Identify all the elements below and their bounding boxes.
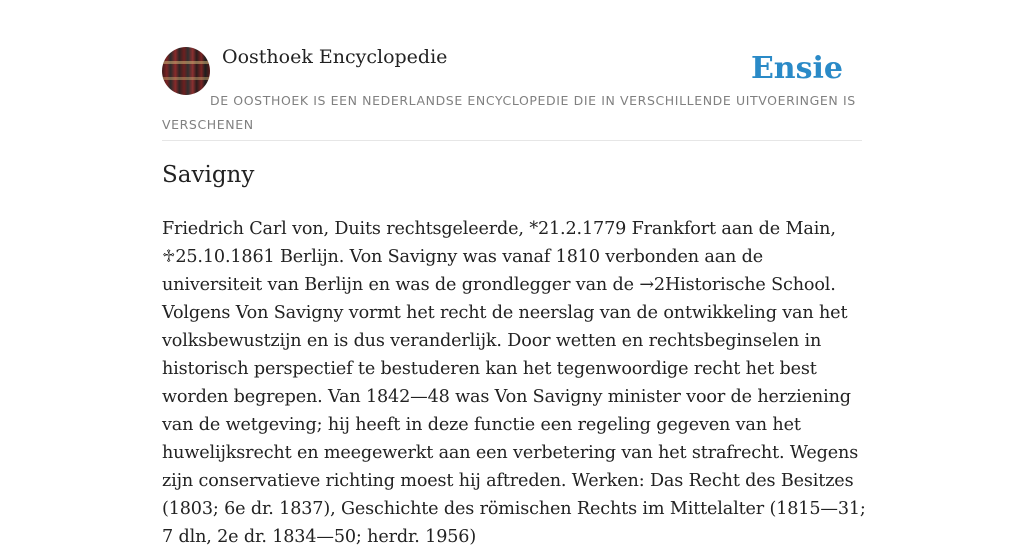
publication-name[interactable]: Oosthoek Encyclopedie <box>222 46 448 68</box>
article-title: Savigny <box>162 162 255 188</box>
publication-avatar[interactable] <box>162 47 210 95</box>
page-container <box>162 0 866 547</box>
site-header <box>162 0 862 141</box>
publication-tagline: DE OOSTHOEK IS EEN NEDERLANDSE ENCYCLOPEDIE DIE IN VERSCHILLENDE UITVOERINGEN IS VERSCHENEN <box>162 93 856 132</box>
ensie-logo-link[interactable]: Ensie <box>750 51 843 86</box>
article-body: Friedrich Carl von, Duits rechtsgeleerde, *21.2.1779 Frankfort aan de Main, ♱25.10.1861 Berlijn. Von Savigny was vanaf 1810 verbonden aan de universiteit van Berlijn en was de grondlegger van de →2Historische School. Volgens Von Savigny vormt het recht de neerslag van de ontwikkeling van het volksbewustzijn en is dus veranderlijk. Door wetten en rechtsbeginselen in historisch perspectief te bestuderen kan het tegenwoordige recht het best worden begrepen. Van 1842—48 was Von Savigny minister voor de herziening van de wetgeving; hij heeft in deze functie een regeling gegeven van het huwelijksrecht en meegewerkt aan een verbetering van het strafrecht. Wegens zijn conservatieve richting moest hij aftreden. Werken: Das Recht des Besitzes (1803; 6e dr. 1837), Geschichte des römischen Rechts im Mittelalter (1815—31; 7 dln, 2e dr. 1834—50; herdr. 1956) <box>162 219 866 547</box>
